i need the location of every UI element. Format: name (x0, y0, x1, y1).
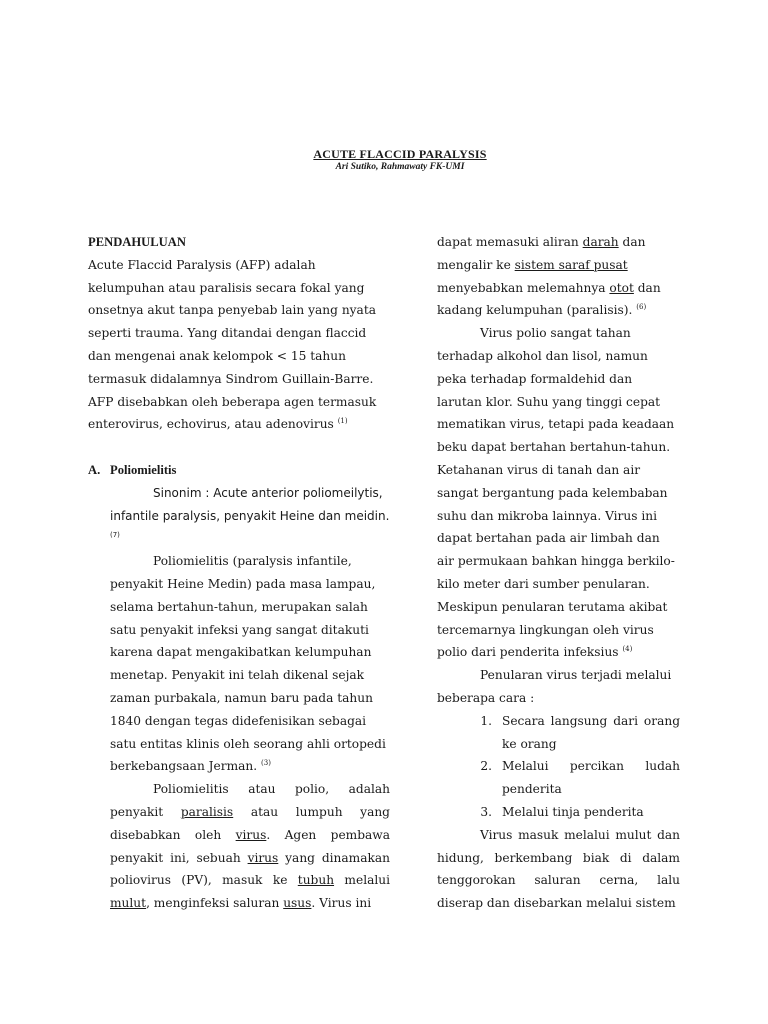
transmission-list (437, 710, 680, 824)
list-item-number: 2. (480, 759, 492, 774)
section-number: A. (88, 462, 101, 477)
list-item-text: Secara langsung dari orang ke orang (502, 713, 680, 751)
section-heading-poliomielitis (88, 459, 390, 482)
link-darah[interactable]: darah (582, 235, 619, 249)
link-tubuh[interactable]: tubuh (297, 873, 335, 888)
synonym-ref: (7) (110, 531, 120, 540)
document-authors: Ari Sutiko, Rahmawaty FK-UMI (335, 162, 465, 172)
definition-text-3: . Agen pembawa penyakit ini, sebuah (110, 827, 390, 865)
list-item-number: 3. (480, 804, 492, 819)
link-virus[interactable]: virus (235, 827, 267, 842)
left-column (88, 231, 390, 915)
definition-text-6: , menginfeksi saluran (146, 896, 284, 911)
link-otot[interactable]: otot (609, 280, 634, 295)
definition-paragraph (110, 778, 390, 915)
continuation-text-4: dan kadang kelumpuhan (paralisis). (437, 280, 661, 318)
definition-text-7: . Virus ini (311, 896, 372, 911)
history-ref: (3) (261, 759, 271, 768)
resistance-ref: (4) (622, 645, 633, 654)
link-mulut[interactable]: mulut (110, 896, 147, 911)
list-item-text: Melalui tinja penderita (502, 804, 644, 819)
history-text: Poliomielitis (paralysis infantile, penyakit Heine Medin) pada masa lampau, selama bertahun-tahun, merupakan salah satu penyakit infeksi yang sangat ditakuti karena dapat mengakibatkan kelumpuhan menetap. Penyakit ini telah dikenal sejak zaman purbakala, namun baru pada tahun 1840 dengan tegas didefenisikan sebagai satu entitas klinis oleh seorang ahli ortopedi berkebangsaan Jerman. (110, 554, 386, 774)
list-item (437, 801, 680, 824)
link-paralisis[interactable]: paralisis (180, 804, 234, 819)
intro-text: Acute Flaccid Paralysis (AFP) adalah kelumpuhan atau paralisis secara fokal yang onsetnya akut tanpa penyebab lain yang nyata seperti trauma. Yang ditandai dengan flaccid dan mengenai anak kelompok < 15 tahun termasuk didalamnya Sindrom Guillain-Barre. AFP disebabkan oleh beberapa agen termasuk enterovirus, echovirus, atau adenovirus (88, 257, 377, 432)
list-item-number: 1. (480, 713, 492, 728)
transmission-intro: Penularan virus terjadi melalui beberapa cara : (437, 668, 672, 705)
definition-text-5: melalui (334, 873, 391, 888)
continuation-text-1: dapat memasuki aliran (437, 235, 583, 249)
intro-heading: PENDAHULUAN (88, 235, 186, 249)
continuation-ref: (6) (636, 303, 647, 312)
definition-text-1: Poliomielitis atau polio, adalah penyakit (110, 782, 390, 819)
list-item-text: Melalui percikan ludah penderita (502, 759, 680, 797)
intro-ref: (1) (337, 417, 348, 426)
list-item (437, 755, 680, 801)
right-column (437, 231, 680, 915)
document-title: ACUTE FLACCID PARALYSIS (313, 147, 487, 161)
intro-paragraph (88, 254, 390, 436)
resistance-text: Virus polio sangat tahan terhadap alkohol dan lisol, namun peka terhadap formaldehid dan larutan klor. Suhu yang tinggi cepat mematikan virus, tetapi pada keadaan beku dapat bertahan bertahun-tahun. Ketahanan virus di tanah dan air sangat bergantung pada kelembaban suhu dan mikroba lainnya. Virus ini dapat bertahan pada air limbah dan air permukaan bahkan hingga berkilo-kilo meter dari sumber penularan. Meskipun penularan terutama akibat tercemarnya lingkungan oleh virus polio dari penderita infeksius (437, 326, 675, 660)
link-virus-2[interactable]: virus (247, 850, 279, 865)
section-title: Poliomielitis (110, 462, 177, 477)
synonym-paragraph (110, 482, 390, 550)
definition-text-2: atau lumpuh yang disebabkan oleh (110, 804, 390, 842)
continuation-text-3: menyebabkan melemahnya (437, 280, 610, 295)
synonym-text: Sinonim : Acute anterior poliomeilytis, infantile paralysis, penyakit Heine dan meidin. (110, 485, 390, 523)
link-sistem-saraf-pusat[interactable]: sistem saraf pusat (514, 257, 628, 272)
continuation-paragraph (437, 231, 680, 322)
entry-paragraph: Virus masuk melalui mulut dan hidung, berkembang biak di dalam tenggorokan saluran cerna, lalu diserap dan disebarkan melalui sistem (437, 827, 680, 911)
definition-text-4: yang dinamakan poliovirus (PV), masuk ke (110, 850, 390, 888)
continuation-text-2: dan mengalir ke (437, 235, 646, 272)
resistance-paragraph (437, 322, 680, 664)
history-paragraph (110, 550, 390, 778)
link-usus[interactable]: usus (283, 896, 312, 911)
list-item (437, 710, 680, 756)
